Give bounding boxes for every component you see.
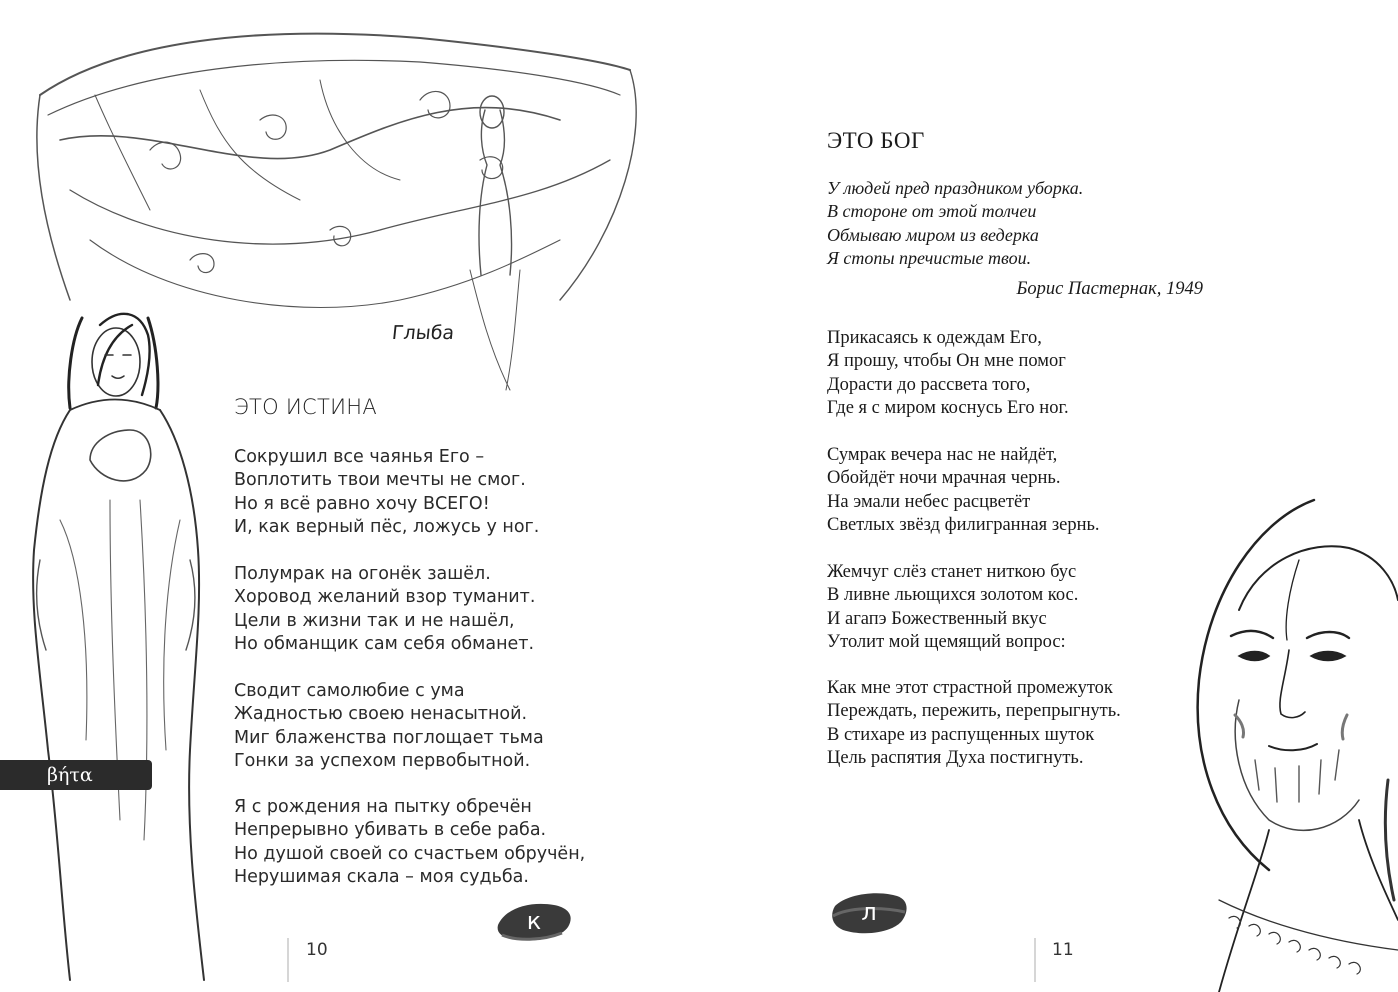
- epigraph-line: В стороне от этой толчеи: [827, 201, 1037, 222]
- poem-title: ЭТО ИСТИНА: [234, 395, 378, 419]
- verse-line: Но обманщик сам себя обманет.: [234, 634, 535, 655]
- section-tab: βήτα: [0, 760, 152, 790]
- epigraph-line: Я стопы пречистые твои.: [827, 248, 1032, 269]
- verse-line: Переждать, пережить, перепрыгнуть.: [827, 701, 1121, 722]
- verse-line: Сводит самолюбие с ума: [234, 681, 465, 701]
- poem-stanza: [234, 796, 654, 890]
- verse-line: Сумрак вечера нас не найдёт,: [827, 445, 1058, 465]
- verse-line: Прикасаясь к одеждам Его,: [827, 328, 1042, 348]
- epigraph-attribution: Борис Пастернак, 1949: [1016, 279, 1203, 299]
- verse-line: Нерушимая скала – моя судьба.: [234, 867, 529, 888]
- epigraph: [827, 177, 1083, 271]
- verse-line: Дорасти до рассвета того,: [827, 374, 1031, 395]
- verse-line: Я прошу, чтобы Он мне помог: [827, 351, 1066, 372]
- verse-line: Жемчуг слёз станет ниткою бус: [827, 562, 1077, 582]
- poem-stanza: [234, 446, 654, 540]
- letter-mark: [492, 895, 576, 947]
- verse-line: Жадностью своею ненасытной.: [234, 704, 528, 725]
- poem-title: ЭТО БОГ: [827, 128, 925, 153]
- letter-mark: [827, 886, 911, 938]
- verse-line: Хоровод желаний взор туманит.: [234, 587, 536, 608]
- verse-line: Непрерывно убивать в себе раба.: [234, 820, 547, 841]
- verse-line: Где я с миром коснусь Его ног.: [827, 398, 1069, 419]
- page-number: 10: [306, 940, 328, 960]
- verse-line: Обойдёт ночи мрачная чернь.: [827, 468, 1061, 489]
- verse-line: Полумрак на огонёк зашёл.: [234, 564, 491, 584]
- verse-line: Как мне этот страстной промежуток: [827, 678, 1113, 698]
- letter-mark-glyph: к: [526, 907, 542, 935]
- verse-line: Воплотить твои мечты не смог.: [234, 470, 526, 491]
- verse-line: В ливне льющихся золотом кос.: [827, 585, 1079, 606]
- verse-line: Но я всё равно хочу ВСЕГО!: [234, 493, 490, 514]
- poem-stanza: [234, 563, 654, 657]
- page-divider: [1033, 938, 1037, 982]
- verse-line: Миг блаженства поглощает тьма: [234, 727, 544, 748]
- epigraph-line: Обмываю миром из ведерка: [827, 224, 1039, 245]
- poem-stanza: [234, 680, 654, 774]
- verse-line: На эмали небес расцветёт: [827, 491, 1031, 512]
- verse-line: Гонки за успехом первобытной.: [234, 751, 531, 772]
- verse-line: Но душой своей со счастьем обручён,: [234, 843, 586, 864]
- verse-line: Сокрушил все чаянья Его –: [234, 447, 485, 467]
- poem-stanza: [827, 677, 1121, 771]
- poem-stanza: [827, 561, 1078, 655]
- verse-line: Цель распятия Духа постигнуть.: [827, 748, 1084, 769]
- right-page: [699, 0, 1398, 992]
- poem-stanza: [827, 327, 1069, 421]
- sketch-signature: Глыба: [390, 322, 456, 344]
- letter-mark-glyph: л: [861, 898, 877, 926]
- verse-line: И, как верный пёс, ложусь у ног.: [234, 517, 540, 538]
- verse-line: Цели в жизни так и не нашёл,: [234, 610, 515, 631]
- page-divider: [286, 938, 290, 982]
- epigraph-line: У людей пред праздником уборка.: [827, 178, 1084, 198]
- poem-stanza: [827, 444, 1100, 538]
- verse-line: И агапэ Божественный вкус: [827, 608, 1047, 629]
- verse-line: Светлых звёзд филигранная зернь.: [827, 515, 1100, 536]
- verse-line: В стихаре из распущенных шуток: [827, 724, 1095, 745]
- verse-line: Утолит мой щемящий вопрос:: [827, 632, 1066, 653]
- page-number: 11: [1052, 940, 1074, 960]
- verse-line: Я с рождения на пытку обречён: [234, 797, 532, 817]
